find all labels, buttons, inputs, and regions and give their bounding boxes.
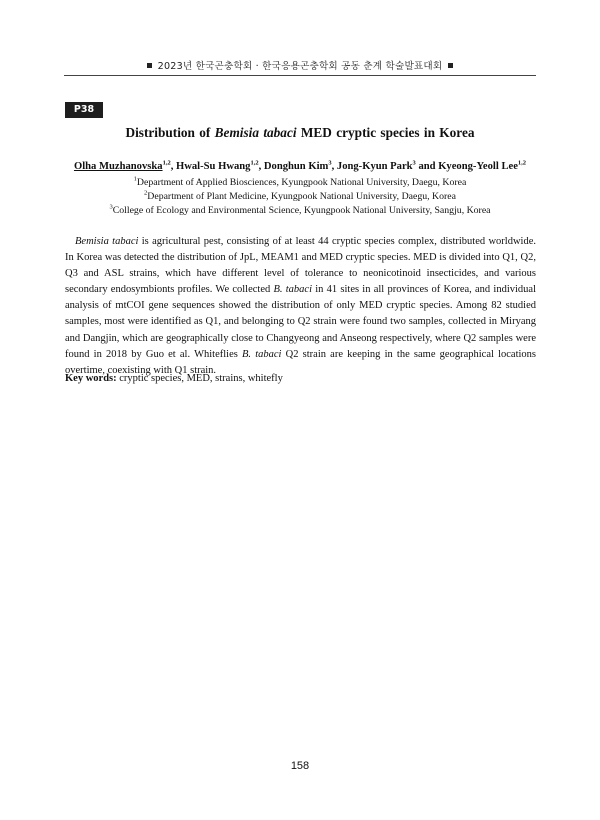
abstract-species-abbrev: B. tabaci [242,348,282,360]
affiliation-line [0,176,600,190]
poster-id-badge: P38 [65,102,103,118]
paper-title [0,125,600,141]
title-text-before: Distribution of [125,125,215,140]
square-bullet-icon [147,63,152,68]
affiliation-marker: 2 [144,189,148,197]
author-separator: , [258,161,264,172]
author-name: Donghun Kim [263,161,329,172]
affiliation-marker: 3 [109,203,113,211]
header-divider [64,75,536,76]
author-separator: and [415,161,439,172]
affiliation-marker: 1 [133,175,137,183]
author-separator: , [170,161,176,172]
author-affiliation-marker: 1,2 [250,159,259,167]
abstract-paragraph [65,234,536,379]
author-list [0,161,600,172]
affiliation-text: Department of Plant Medicine, Kyungpook National University, Daegu, Korea [147,191,456,202]
author-affiliation-marker: 3 [412,159,416,167]
title-species-name: Bemisia tabaci [214,125,297,140]
affiliation-line [0,190,600,204]
author-name: Jong-Kyun Park [336,161,413,172]
author-affiliation-marker: 1,2 [162,159,171,167]
affiliation-list [0,176,600,218]
author-affiliation-marker: 3 [328,159,332,167]
abstract-text-1: is agricultural pest, consisting of at least 44 cryptic species complex, distributed worldwide. In Korea was detected the distribution of JpL, MEAM1 and MED cryptic species. MED is divided into Q1, Q2, Q3 and ASL strains, which have different level of tolerance to neonicotinoid insecticides, and various secondary endosymbionts profiles. We collected [65,236,536,296]
author-name: Kyeong-Yeoll Lee [438,161,518,172]
author-entry [264,161,337,172]
affiliation-line [0,204,600,218]
author-name: Olha Muzhanovska [73,161,163,172]
abstract-text-2: in 41 sites in all provinces of Korea, and individual analysis of mtCOI gene sequences showed the distribution of only MED cryptic species. Among 82 studied samples, most were identified as Q1, and belonging to Q2 strain were found two samples, collected in Miryang and Dangjin, which are geographically close to Changyeong and Anseong respectively, where Q2 samples were found in 2018 by Guo et al. Whiteflies [65,284,536,360]
author-name: Hwal-Su Hwang [175,161,251,172]
abstract-text-3: Q2 strain are keeping in the same geographical locations overtime, coexisting with Q1 strain. [65,348,536,376]
affiliation-text: College of Ecology and Environmental Science, Kyungpook National University, Sangju, Korea [112,205,491,216]
keywords-text: cryptic species, MED, strains, whitefly [116,373,283,384]
abstract-species-abbrev: B. tabaci [273,284,313,296]
keywords-label: Key words: [65,373,117,384]
running-header [0,58,600,72]
author-entry [337,161,438,172]
author-entry [176,161,264,172]
author-entry [74,161,176,172]
affiliation-text: Department of Applied Biosciences, Kyungpook National University, Daegu, Korea [136,177,467,188]
keywords-line [65,373,536,384]
author-entry [438,161,526,172]
title-text-after: MED cryptic species in Korea [296,125,475,140]
page-number: 158 [290,760,310,772]
square-bullet-icon [448,63,453,68]
running-header-text: 2023년 한국곤충학회 · 한국응용곤충학회 공동 춘계 학술발표대회 [157,61,443,72]
author-affiliation-marker: 1,2 [517,159,527,167]
author-separator: , [331,161,337,172]
abstract-species-name: Bemisia tabaci [75,236,139,247]
